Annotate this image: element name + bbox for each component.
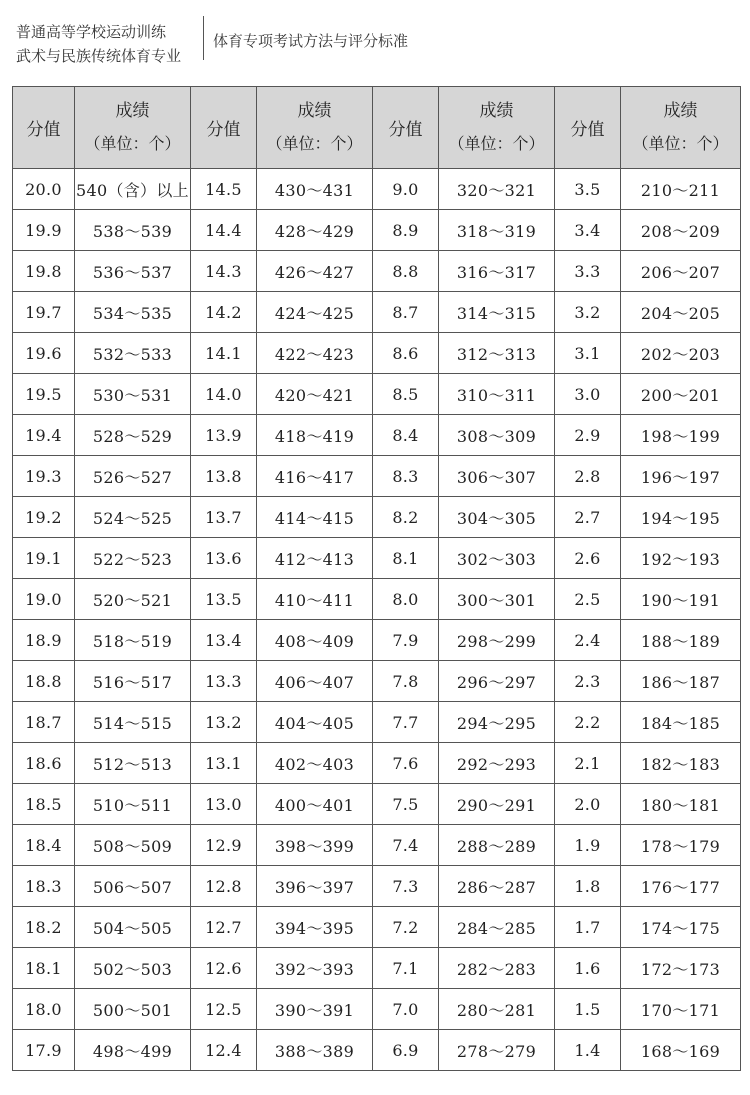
score-cell: 7.2 <box>373 907 439 948</box>
result-cell: 170～171 <box>621 989 741 1030</box>
result-cell: 528～529 <box>75 415 191 456</box>
result-cell: 320～321 <box>439 169 555 210</box>
result-cell: 284～285 <box>439 907 555 948</box>
result-cell: 174～175 <box>621 907 741 948</box>
score-cell: 13.6 <box>191 538 257 579</box>
header-section-title: 体育专项考试方法与评分标准 <box>213 32 409 50</box>
score-cell: 3.2 <box>555 292 621 333</box>
table-row <box>13 948 741 989</box>
result-cell: 306～307 <box>439 456 555 497</box>
result-cell: 288～289 <box>439 825 555 866</box>
score-cell: 7.7 <box>373 702 439 743</box>
table-row <box>13 620 741 661</box>
table-row <box>13 907 741 948</box>
score-cell: 2.4 <box>555 620 621 661</box>
score-cell: 3.3 <box>555 251 621 292</box>
result-cell: 522～523 <box>75 538 191 579</box>
header-program-line2: 武术与民族传统体育专业 <box>16 47 182 65</box>
score-cell: 8.4 <box>373 415 439 456</box>
score-cell: 7.9 <box>373 620 439 661</box>
result-cell: 422～423 <box>257 333 373 374</box>
header-score: 分值 <box>13 87 75 169</box>
score-cell: 13.7 <box>191 497 257 538</box>
scoring-table <box>12 86 741 1071</box>
score-cell: 19.8 <box>13 251 75 292</box>
result-cell: 178～179 <box>621 825 741 866</box>
score-cell: 2.9 <box>555 415 621 456</box>
table-row <box>13 784 741 825</box>
score-cell: 13.3 <box>191 661 257 702</box>
score-cell: 12.9 <box>191 825 257 866</box>
result-cell: 292～293 <box>439 743 555 784</box>
result-cell: 198～199 <box>621 415 741 456</box>
table-header-row <box>13 87 741 169</box>
score-cell: 8.5 <box>373 374 439 415</box>
result-cell: 206～207 <box>621 251 741 292</box>
score-cell: 18.9 <box>13 620 75 661</box>
result-cell: 420～421 <box>257 374 373 415</box>
result-cell: 194～195 <box>621 497 741 538</box>
result-cell: 172～173 <box>621 948 741 989</box>
score-cell: 19.5 <box>13 374 75 415</box>
result-cell: 196～197 <box>621 456 741 497</box>
result-cell: 176～177 <box>621 866 741 907</box>
result-cell: 318～319 <box>439 210 555 251</box>
score-cell: 7.1 <box>373 948 439 989</box>
result-cell: 308～309 <box>439 415 555 456</box>
score-cell: 13.5 <box>191 579 257 620</box>
result-cell: 430～431 <box>257 169 373 210</box>
score-cell: 2.1 <box>555 743 621 784</box>
score-cell: 2.8 <box>555 456 621 497</box>
score-cell: 8.6 <box>373 333 439 374</box>
score-cell: 8.8 <box>373 251 439 292</box>
header-program <box>16 20 206 68</box>
score-cell: 14.1 <box>191 333 257 374</box>
result-cell: 312～313 <box>439 333 555 374</box>
result-cell: 168～169 <box>621 1030 741 1071</box>
result-cell: 304～305 <box>439 497 555 538</box>
result-cell: 290～291 <box>439 784 555 825</box>
score-cell: 19.4 <box>13 415 75 456</box>
result-cell: 540（含）以上 <box>75 169 191 210</box>
score-cell: 8.9 <box>373 210 439 251</box>
score-cell: 13.9 <box>191 415 257 456</box>
result-cell: 526～527 <box>75 456 191 497</box>
score-cell: 18.3 <box>13 866 75 907</box>
table-row <box>13 702 741 743</box>
header-divider <box>203 16 204 60</box>
score-cell: 13.2 <box>191 702 257 743</box>
result-cell: 408～409 <box>257 620 373 661</box>
result-cell: 314～315 <box>439 292 555 333</box>
result-cell: 538～539 <box>75 210 191 251</box>
header-result: 成绩 （单位：个） <box>439 87 555 169</box>
result-cell: 428～429 <box>257 210 373 251</box>
table-row <box>13 497 741 538</box>
score-cell: 14.4 <box>191 210 257 251</box>
score-cell: 3.5 <box>555 169 621 210</box>
score-cell: 18.1 <box>13 948 75 989</box>
table-row <box>13 989 741 1030</box>
result-cell: 294～295 <box>439 702 555 743</box>
result-cell: 300～301 <box>439 579 555 620</box>
table-row <box>13 210 741 251</box>
score-cell: 2.6 <box>555 538 621 579</box>
score-cell: 12.6 <box>191 948 257 989</box>
score-cell: 18.8 <box>13 661 75 702</box>
result-cell: 316～317 <box>439 251 555 292</box>
score-cell: 1.9 <box>555 825 621 866</box>
score-cell: 18.0 <box>13 989 75 1030</box>
result-cell: 402～403 <box>257 743 373 784</box>
result-cell: 392～393 <box>257 948 373 989</box>
result-cell: 524～525 <box>75 497 191 538</box>
result-cell: 182～183 <box>621 743 741 784</box>
score-cell: 7.0 <box>373 989 439 1030</box>
result-cell: 530～531 <box>75 374 191 415</box>
result-cell: 516～517 <box>75 661 191 702</box>
header-result: 成绩 （单位：个） <box>257 87 373 169</box>
header-score: 分值 <box>191 87 257 169</box>
result-cell: 504～505 <box>75 907 191 948</box>
score-cell: 19.2 <box>13 497 75 538</box>
score-cell: 13.0 <box>191 784 257 825</box>
result-cell: 536～537 <box>75 251 191 292</box>
score-cell: 14.2 <box>191 292 257 333</box>
score-cell: 8.1 <box>373 538 439 579</box>
score-cell: 3.4 <box>555 210 621 251</box>
result-cell: 280～281 <box>439 989 555 1030</box>
score-cell: 1.5 <box>555 989 621 1030</box>
score-cell: 17.9 <box>13 1030 75 1071</box>
header-result: 成绩 （单位：个） <box>75 87 191 169</box>
result-cell: 190～191 <box>621 579 741 620</box>
result-cell: 532～533 <box>75 333 191 374</box>
score-cell: 19.1 <box>13 538 75 579</box>
score-cell: 19.9 <box>13 210 75 251</box>
score-cell: 13.8 <box>191 456 257 497</box>
result-cell: 416～417 <box>257 456 373 497</box>
result-cell: 406～407 <box>257 661 373 702</box>
score-cell: 3.1 <box>555 333 621 374</box>
score-cell: 13.4 <box>191 620 257 661</box>
result-cell: 200～201 <box>621 374 741 415</box>
result-cell: 192～193 <box>621 538 741 579</box>
score-cell: 20.0 <box>13 169 75 210</box>
result-cell: 278～279 <box>439 1030 555 1071</box>
table-row <box>13 579 741 620</box>
score-cell: 2.3 <box>555 661 621 702</box>
table-row <box>13 169 741 210</box>
header-result: 成绩 （单位：个） <box>621 87 741 169</box>
score-cell: 7.8 <box>373 661 439 702</box>
score-cell: 19.6 <box>13 333 75 374</box>
result-cell: 396～397 <box>257 866 373 907</box>
table-body <box>13 169 741 1071</box>
score-cell: 9.0 <box>373 169 439 210</box>
score-cell: 6.9 <box>373 1030 439 1071</box>
result-cell: 404～405 <box>257 702 373 743</box>
score-cell: 1.6 <box>555 948 621 989</box>
result-cell: 302～303 <box>439 538 555 579</box>
result-cell: 414～415 <box>257 497 373 538</box>
table-row <box>13 661 741 702</box>
table-row <box>13 456 741 497</box>
score-cell: 18.4 <box>13 825 75 866</box>
score-cell: 18.6 <box>13 743 75 784</box>
result-cell: 424～425 <box>257 292 373 333</box>
result-cell: 286～287 <box>439 866 555 907</box>
table-row <box>13 743 741 784</box>
result-cell: 518～519 <box>75 620 191 661</box>
result-cell: 208～209 <box>621 210 741 251</box>
result-cell: 400～401 <box>257 784 373 825</box>
score-cell: 2.0 <box>555 784 621 825</box>
score-cell: 18.5 <box>13 784 75 825</box>
table-row <box>13 825 741 866</box>
score-cell: 8.2 <box>373 497 439 538</box>
result-cell: 502～503 <box>75 948 191 989</box>
header-program-line1: 普通高等学校运动训练 <box>16 23 167 41</box>
score-cell: 8.7 <box>373 292 439 333</box>
result-cell: 498～499 <box>75 1030 191 1071</box>
result-cell: 210～211 <box>621 169 741 210</box>
score-cell: 18.2 <box>13 907 75 948</box>
score-cell: 12.7 <box>191 907 257 948</box>
result-cell: 410～411 <box>257 579 373 620</box>
table-row <box>13 1030 741 1071</box>
result-cell: 204～205 <box>621 292 741 333</box>
result-cell: 500～501 <box>75 989 191 1030</box>
result-cell: 180～181 <box>621 784 741 825</box>
score-cell: 14.0 <box>191 374 257 415</box>
page-header <box>0 0 750 80</box>
result-cell: 412～413 <box>257 538 373 579</box>
result-cell: 202～203 <box>621 333 741 374</box>
result-cell: 296～297 <box>439 661 555 702</box>
score-cell: 14.3 <box>191 251 257 292</box>
result-cell: 520～521 <box>75 579 191 620</box>
result-cell: 426～427 <box>257 251 373 292</box>
table-row <box>13 538 741 579</box>
score-cell: 7.4 <box>373 825 439 866</box>
table-row <box>13 292 741 333</box>
table-row <box>13 415 741 456</box>
header-score: 分值 <box>555 87 621 169</box>
score-cell: 8.3 <box>373 456 439 497</box>
result-cell: 508～509 <box>75 825 191 866</box>
result-cell: 388～389 <box>257 1030 373 1071</box>
result-cell: 418～419 <box>257 415 373 456</box>
result-cell: 310～311 <box>439 374 555 415</box>
score-cell: 1.8 <box>555 866 621 907</box>
result-cell: 390～391 <box>257 989 373 1030</box>
result-cell: 394～395 <box>257 907 373 948</box>
score-cell: 7.5 <box>373 784 439 825</box>
score-cell: 2.2 <box>555 702 621 743</box>
score-cell: 19.0 <box>13 579 75 620</box>
score-cell: 1.4 <box>555 1030 621 1071</box>
result-cell: 184～185 <box>621 702 741 743</box>
result-cell: 282～283 <box>439 948 555 989</box>
score-cell: 19.7 <box>13 292 75 333</box>
score-cell: 2.5 <box>555 579 621 620</box>
result-cell: 510～511 <box>75 784 191 825</box>
score-cell: 3.0 <box>555 374 621 415</box>
score-cell: 7.6 <box>373 743 439 784</box>
score-cell: 19.3 <box>13 456 75 497</box>
result-cell: 186～187 <box>621 661 741 702</box>
score-cell: 14.5 <box>191 169 257 210</box>
result-cell: 506～507 <box>75 866 191 907</box>
score-cell: 13.1 <box>191 743 257 784</box>
table-row <box>13 333 741 374</box>
score-cell: 2.7 <box>555 497 621 538</box>
score-cell: 7.3 <box>373 866 439 907</box>
score-cell: 18.7 <box>13 702 75 743</box>
score-cell: 12.4 <box>191 1030 257 1071</box>
result-cell: 398～399 <box>257 825 373 866</box>
score-cell: 12.8 <box>191 866 257 907</box>
result-cell: 534～535 <box>75 292 191 333</box>
table-row <box>13 374 741 415</box>
header-score: 分值 <box>373 87 439 169</box>
result-cell: 514～515 <box>75 702 191 743</box>
result-cell: 512～513 <box>75 743 191 784</box>
score-cell: 1.7 <box>555 907 621 948</box>
result-cell: 298～299 <box>439 620 555 661</box>
table-row <box>13 251 741 292</box>
score-cell: 8.0 <box>373 579 439 620</box>
table-row <box>13 866 741 907</box>
result-cell: 188～189 <box>621 620 741 661</box>
score-cell: 12.5 <box>191 989 257 1030</box>
